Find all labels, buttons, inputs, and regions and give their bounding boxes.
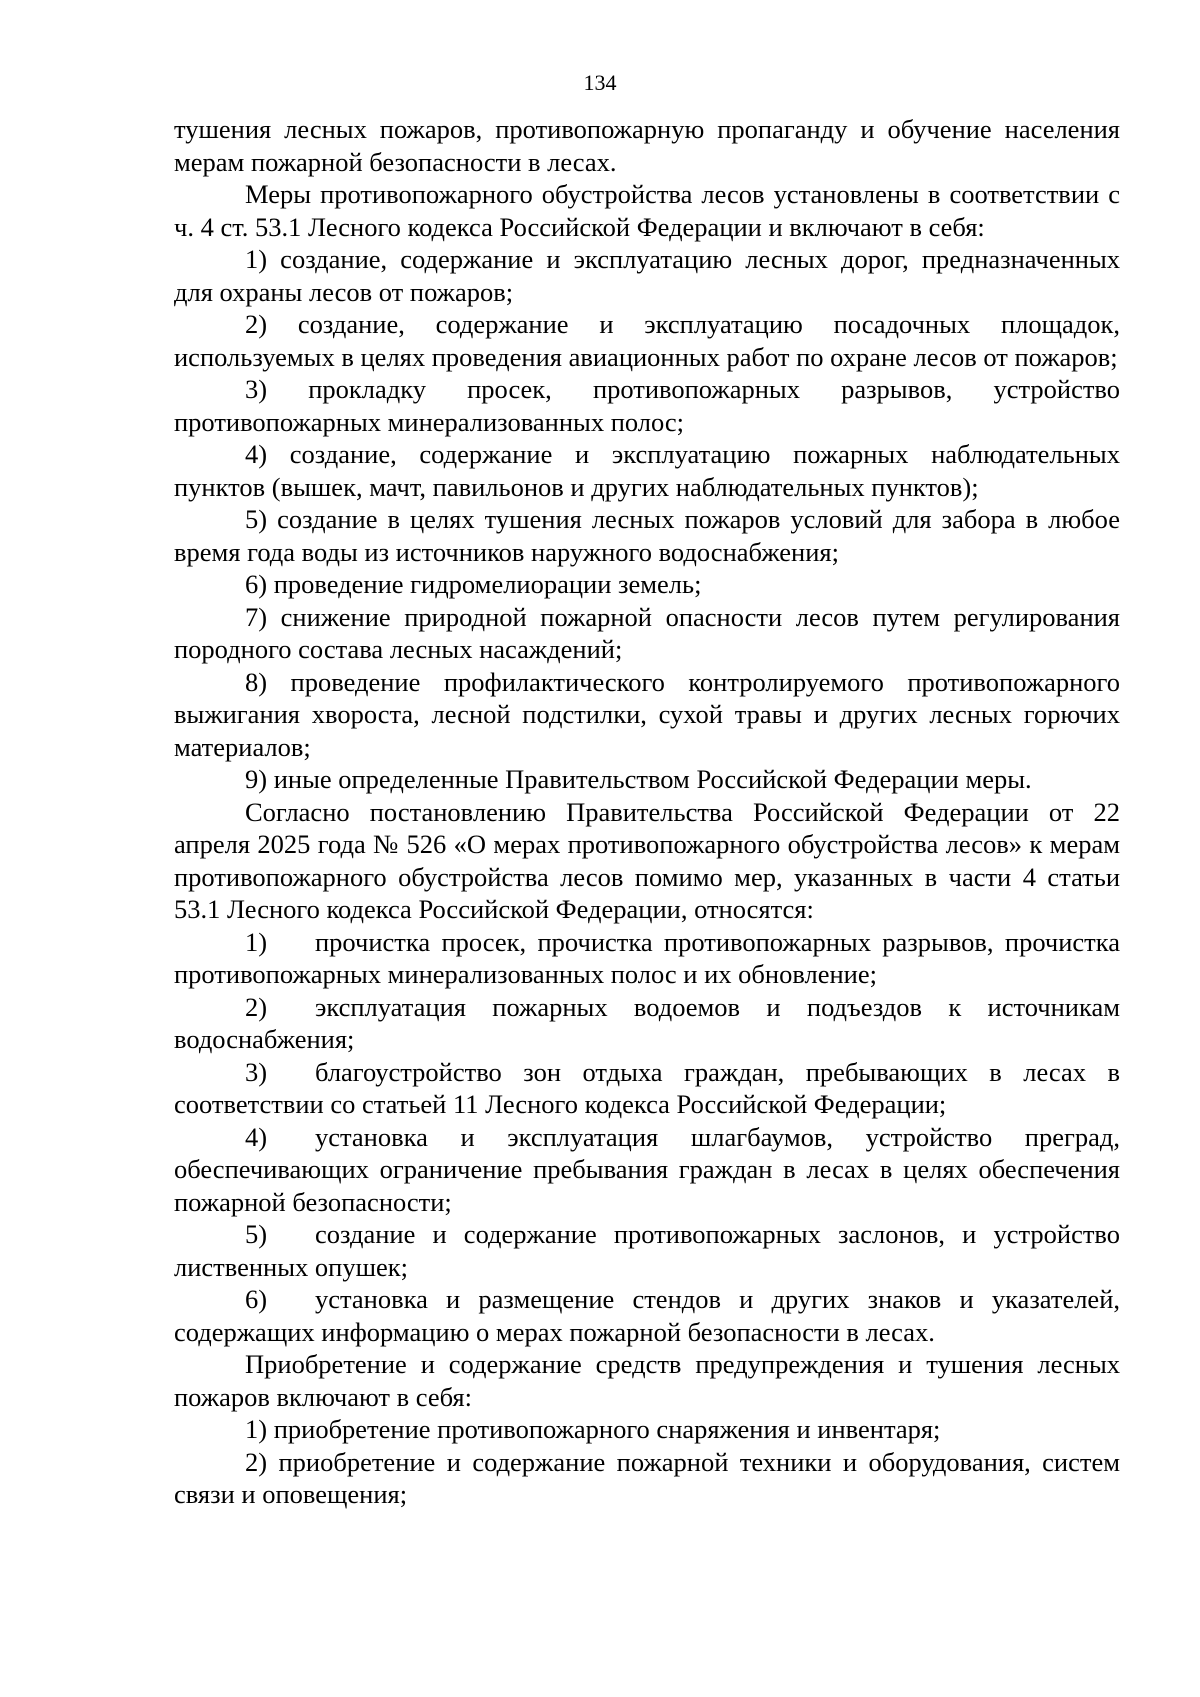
item-text: благоустройство зон отдыха граждан, пребывающих в лесах в соответствии со статьей 11 Лесного кодекса Российской Федерации; [174, 1056, 1120, 1119]
list-item: 9) иные определенные Правительством Российской Федерации меры. [245, 764, 1032, 794]
item-number: 2) [245, 991, 268, 1022]
list-item: 8) проведение профилактического контролируемого противопожарного выжигания хвороста, лесной подстилки, сухой травы и других лесных горючих материалов; [174, 666, 1120, 762]
numbered-item [174, 1121, 1120, 1219]
numbered-item [174, 1283, 1120, 1348]
item-number: 3) [245, 1056, 268, 1087]
list-item: 3) прокладку просек, противопожарных разрывов, устройство противопожарных минерализованных полос; [174, 374, 1120, 437]
numbered-item [174, 926, 1120, 991]
list-item: 4) создание, содержание и эксплуатацию пожарных наблюдательных пунктов (вышек, мачт, павильонов и других наблюдательных пунктов); [174, 439, 1120, 502]
numbered-item [174, 1218, 1120, 1283]
list-item: 7) снижение природной пожарной опасности лесов путем регулирования породного состава лесных насаждений; [174, 601, 1120, 664]
item-text: создание и содержание противопожарных заслонов, и устройство лиственных опушек; [174, 1219, 1120, 1282]
item-number: 1) [245, 926, 268, 957]
item-text: эксплуатация пожарных водоемов и подъездов к источникам водоснабжения; [174, 991, 1120, 1054]
item-number: 5) [245, 1219, 268, 1249]
list-item: 5) создание в целях тушения лесных пожаров условий для забора в любое время года воды из источников наружного водоснабжения; [174, 504, 1120, 567]
item-text: установка и эксплуатация шлагбаумов, устройство преград, обеспечивающих ограничение пребывания граждан в лесах в целях обеспечения пожарной безопасности; [174, 1121, 1120, 1217]
list-item: 1) создание, содержание и эксплуатацию лесных дорог, предназначенных для охраны лесов от пожаров; [174, 244, 1120, 307]
item-text: прочистка просек, прочистка противопожарных разрывов, прочистка противопожарных минерализованных полос и их обновление; [174, 926, 1120, 989]
numbered-item [174, 1056, 1120, 1121]
numbered-item [174, 991, 1120, 1056]
document-body [174, 113, 1120, 1511]
paragraph: Меры противопожарного обустройства лесов установлены в соответствии с ч. 4 ст. 53.1 Лесного кодекса Российской Федерации и включают в себя: [174, 179, 1120, 242]
list-item: 2) приобретение и содержание пожарной техники и оборудования, систем связи и оповещения; [174, 1446, 1120, 1509]
list-item: 1) приобретение противопожарного снаряжения и инвентаря; [245, 1414, 941, 1444]
paragraph: Согласно постановлению Правительства Российской Федерации от 22 апреля 2025 года № 526 «О мерах противопожарного обустройства лесов» к мерам противопожарного обустройства лесов помимо мер, указанных в части 4 статьи 53.1 Лесного кодекса Российской Федерации, относятся: [174, 796, 1120, 924]
list-item: 2) создание, содержание и эксплуатацию посадочных площадок, используемых в целях проведения авиационных работ по охране лесов от пожаров; [174, 309, 1120, 372]
paragraph: Приобретение и содержание средств предупреждения и тушения лесных пожаров включают в себя: [174, 1349, 1120, 1412]
item-text: установка и размещение стендов и других знаков и указателей, содержащих информацию о мерах пожарной безопасности в лесах. [174, 1284, 1120, 1347]
list-item: 6) проведение гидромелиорации земель; [245, 569, 702, 599]
item-number: 4) [245, 1121, 268, 1152]
page-number: 134 [583, 70, 617, 95]
item-number: 6) [245, 1284, 268, 1314]
paragraph: тушения лесных пожаров, противопожарную пропаганду и обучение населения мерам пожарной безопасности в лесах. [174, 114, 1120, 177]
